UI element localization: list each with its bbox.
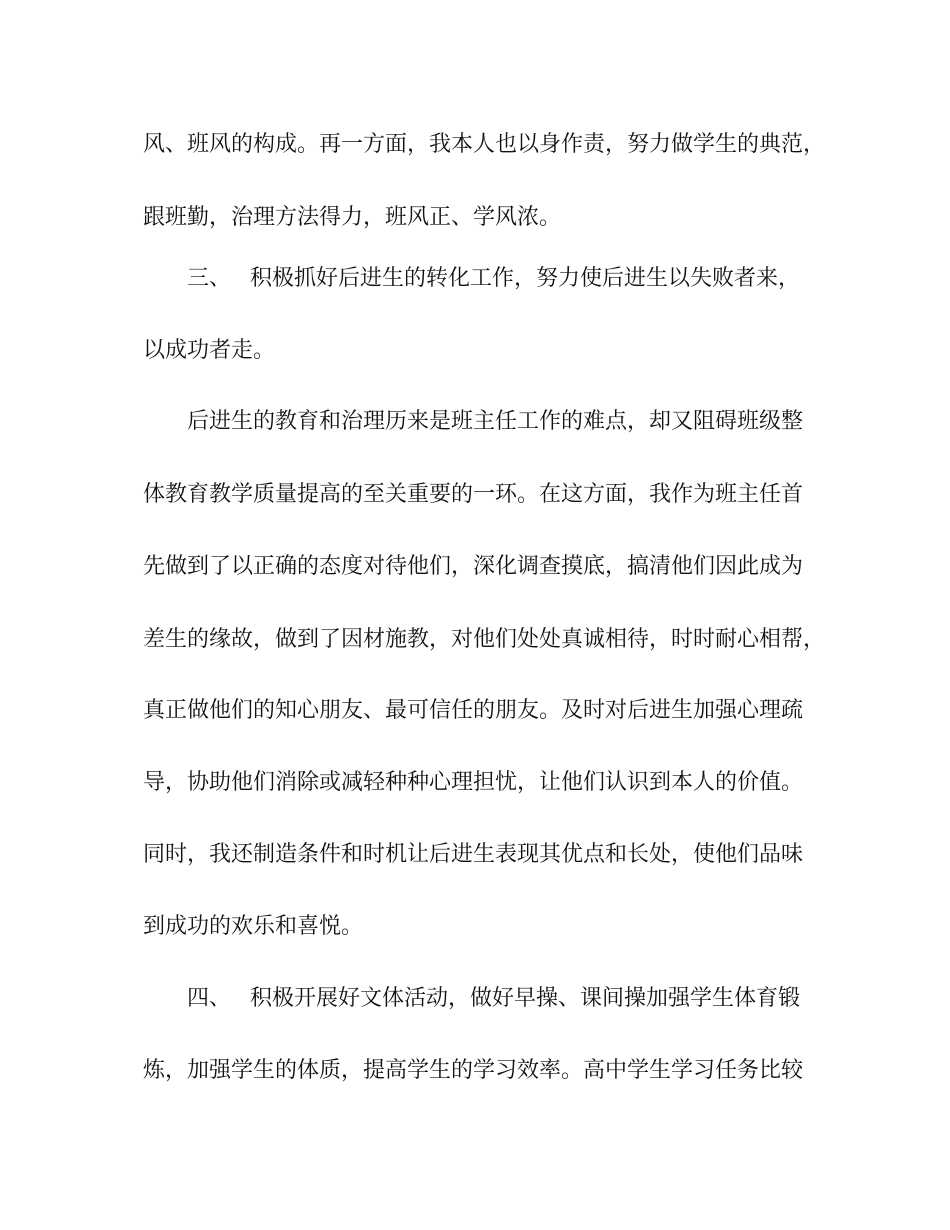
section-heading-three — [187, 264, 867, 294]
text-line: 炼，加强学生的体质，提高学生的学习效率。高中学生学习任务比较 — [143, 1058, 804, 1083]
section-number: 三、 — [187, 266, 232, 291]
section-number: 四、 — [187, 986, 232, 1011]
section-heading-four — [187, 984, 867, 1014]
text-line: 到成功的欢乐和喜悦。 — [143, 914, 364, 939]
text-line: 同时，我还制造条件和时机让后进生表现其优点和长处，使他们品味 — [143, 842, 804, 867]
section-heading-text: 积极抓好后进生的转化工作，努力使后进生以失败者来， — [250, 266, 801, 291]
text-line: 导，协助他们消除或减轻种种心理担忧，让他们认识到本人的价值。 — [143, 770, 804, 795]
text-line: 先做到了以正确的态度对待他们，深化调查摸底，搞清他们因此成为 — [143, 554, 804, 579]
text-line: 跟班勤，治理方法得力，班风正、学风浓。 — [143, 205, 562, 230]
text-line: 以成功者走。 — [143, 338, 276, 363]
paragraph-first-line: 后进生的教育和治理历来是班主任工作的难点，却又阻碍班级整 — [187, 409, 804, 434]
text-line: 风、班风的构成。再一方面，我本人也以身作责，努力做学生的典范， — [143, 132, 826, 157]
section-heading-text: 积极开展好文体活动，做好早操、课间操加强学生体育锻 — [250, 986, 801, 1011]
text-line: 真正做他们的知心朋友、最可信任的朋友。及时对后进生加强心理疏 — [143, 698, 804, 723]
text-line: 差生的缘故，做到了因材施教，对他们处处真诚相待，时时耐心相帮， — [143, 627, 826, 652]
text-line: 体教育教学质量提高的至关重要的一环。在这方面，我作为班主任首 — [143, 482, 804, 507]
